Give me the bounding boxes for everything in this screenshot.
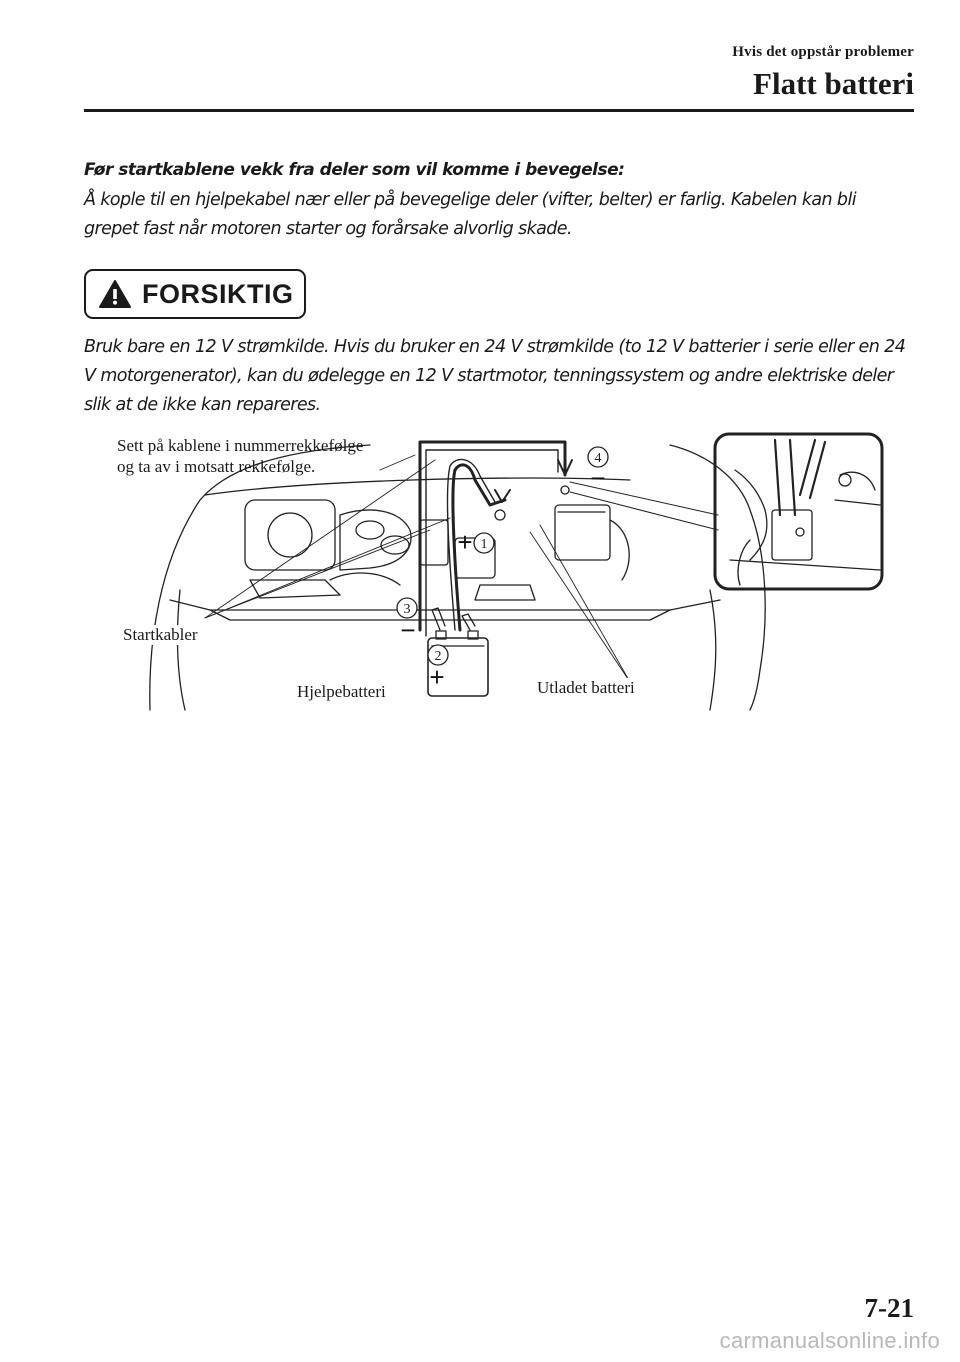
watermark: carmanualsonline.info (719, 1328, 940, 1353)
header-divider (84, 109, 914, 112)
cable-order-instruction (117, 435, 363, 477)
jumper-cables-label: Startkabler (123, 625, 198, 644)
caution-body: Bruk bare en 12 V strømkilde. Hvis du bruker en 24 V strømkilde (to 12 V batterier i serie eller en 24 V motorgenerator), kan du ødelegge en 12 V startmotor, tenningssystem og andre elektriske deler slik at de ikke kan repareres. (84, 337, 906, 415)
step-4-number: 4 (594, 451, 602, 466)
cable-order-line-1: Sett på kablene i nummerrekkefølge (117, 436, 364, 455)
jump-start-illustration (110, 420, 890, 715)
step-3-number: 3 (403, 602, 411, 617)
caution-banner (84, 269, 306, 319)
positive-sign-booster: + (429, 662, 445, 692)
negative-sign-booster: − (400, 615, 416, 645)
caution-label: FORSIKTIG (142, 278, 294, 309)
step-2-number: 2 (434, 649, 442, 664)
warning-heading: Før startkablene vekk fra deler som vil komme i bevegelse: (84, 160, 625, 180)
step-1-number: 1 (480, 537, 488, 552)
positive-sign-discharged: + (457, 527, 473, 557)
warning-triangle-icon (98, 279, 132, 309)
page-title: Flatt batteri (753, 66, 914, 101)
booster-battery-label: Hjelpebatteri (297, 682, 386, 701)
page-number: 7-21 (864, 1293, 914, 1323)
cable-order-line-2: og ta av i motsatt rekkefølge. (117, 457, 316, 476)
warning-body: Å kople til en hjelpekabel nær eller på bevegelige deler (vifter, belter) er farlig. Kabelen kan bli grepet fast når motoren starter og forårsake alvorlig skade. (84, 190, 856, 239)
section-heading: Hvis det oppstår problemer (732, 44, 914, 60)
discharged-battery-label: Utladet batteri (537, 678, 635, 697)
negative-sign-ground: − (590, 463, 606, 493)
